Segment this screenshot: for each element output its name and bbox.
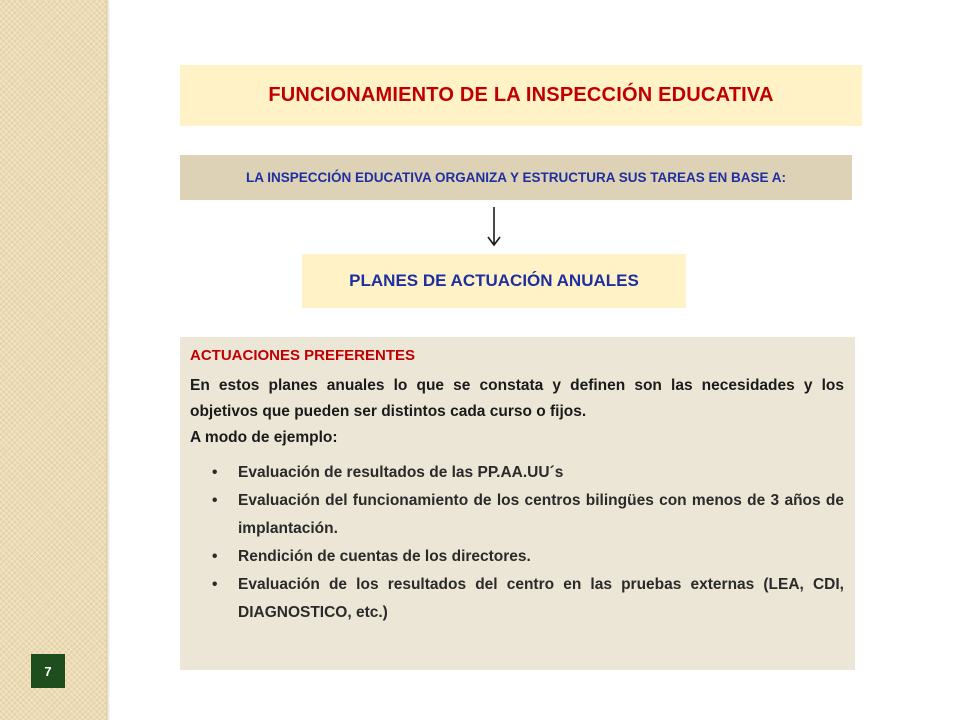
down-arrow-icon xyxy=(486,207,502,247)
slide-subtitle: LA INSPECCIÓN EDUCATIVA ORGANIZA Y ESTRUCTURA SUS TAREAS EN BASE A: xyxy=(180,155,852,200)
slide-title: FUNCIONAMIENTO DE LA INSPECCIÓN EDUCATIVA xyxy=(180,65,862,126)
content-lead: A modo de ejemplo: xyxy=(190,429,338,446)
list-item-text: Evaluación del funcionamiento de los centros bilingües con menos de 3 años de implantación. xyxy=(238,492,844,537)
examples-list xyxy=(190,459,844,627)
bullet-icon: • xyxy=(212,548,218,565)
annual-plans-box: PLANES DE ACTUACIÓN ANUALES xyxy=(302,254,686,308)
sidebar-edge xyxy=(106,0,110,720)
bullet-icon: • xyxy=(212,576,218,593)
decorative-sidebar xyxy=(0,0,106,720)
bullet-icon: • xyxy=(212,464,218,481)
content-heading: ACTUACIONES PREFERENTES xyxy=(190,347,416,364)
list-item-text: Evaluación de los resultados del centro en las pruebas externas (LEA, CDI, DIAGNOSTICO, etc.) xyxy=(238,576,844,621)
content-paragraph: En estos planes anuales lo que se constata y definen son las necesidades y los objetivos que pueden ser distintos cada curso o fijos. xyxy=(190,377,844,420)
list-item xyxy=(212,459,844,487)
list-item xyxy=(212,487,844,543)
list-item-text: Evaluación de resultados de las PP.AA.UU´s xyxy=(238,464,564,481)
list-item xyxy=(212,571,844,627)
page-number-badge: 7 xyxy=(31,654,65,688)
bullet-icon: • xyxy=(212,492,218,509)
list-item-text: Rendición de cuentas de los directores. xyxy=(238,548,531,565)
list-item xyxy=(212,543,844,571)
content-panel xyxy=(180,337,855,670)
